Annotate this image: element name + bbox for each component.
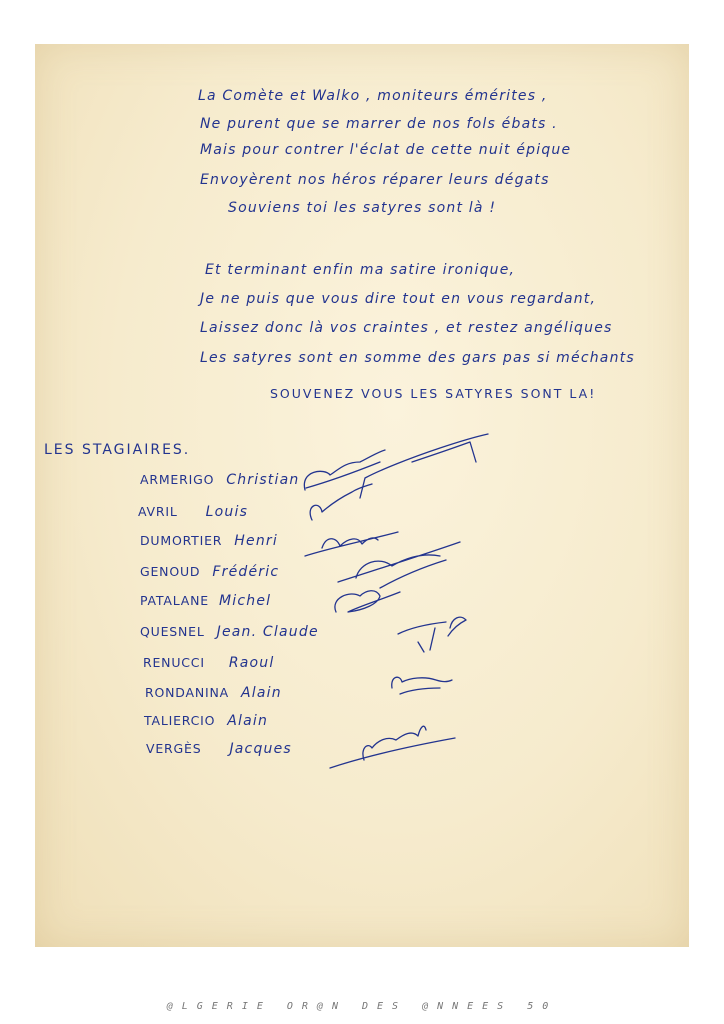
poem-line: Envoyèrent nos héros réparer leurs dégats bbox=[200, 172, 550, 188]
poem-line: Les satyres sont en somme des gars pas si méchants bbox=[200, 350, 635, 366]
trainee-last-name: DUMORTIER bbox=[140, 533, 223, 548]
trainee-first-name: Frédéric bbox=[212, 564, 280, 580]
trainee-last-name: PATALANE bbox=[140, 593, 209, 608]
poem-line: Et terminant enfin ma satire ironique, bbox=[205, 262, 516, 278]
trainee-first-name: Jean. Claude bbox=[216, 624, 319, 640]
signature-armerigo bbox=[304, 450, 385, 490]
poem-line: Mais pour contrer l'éclat de cette nuit épique bbox=[200, 142, 572, 158]
trainee-last-name: AVRIL bbox=[138, 504, 178, 519]
trainee-first-name: Christian bbox=[226, 472, 300, 488]
trainee-first-name: Henri bbox=[234, 533, 278, 549]
signature-genoud bbox=[338, 542, 460, 588]
trainee-last-name: QUESNEL bbox=[140, 624, 205, 639]
signature-dumortier bbox=[305, 532, 398, 556]
poem-refrain: Souviens toi les satyres sont là ! bbox=[228, 200, 497, 216]
trainee-first-name: Jacques bbox=[229, 741, 292, 757]
trainee-last-name: RENUCCI bbox=[143, 655, 205, 670]
poem-line: Je ne puis que vous dire tout en vous regardant, bbox=[200, 291, 597, 307]
signature-verges bbox=[330, 726, 455, 768]
trainee-last-name: GENOUD bbox=[140, 564, 201, 579]
trainee-last-name: ARMERIGO bbox=[140, 472, 215, 487]
signature-patalane bbox=[335, 591, 400, 612]
trainee-first-name: Michel bbox=[219, 593, 272, 609]
trainee-first-name: Alain bbox=[240, 685, 282, 701]
poem-line: Laissez donc là vos craintes , et restez angéliques bbox=[200, 320, 613, 336]
trainee-first-name: Raoul bbox=[228, 655, 275, 671]
poem-line: La Comète et Walko , moniteurs émérites , bbox=[198, 88, 548, 104]
footer-caption: @LGERIE OR@N DES @NNEES 50 bbox=[166, 1001, 558, 1012]
signature-rondanina bbox=[392, 677, 452, 694]
trainee-first-name: Alain bbox=[227, 713, 269, 729]
trainee-last-name: VERGÈS bbox=[146, 741, 202, 756]
signature-avril bbox=[310, 434, 488, 520]
poem-refrain-caps: SOUVENEZ VOUS LES SATYRES SONT LA! bbox=[270, 386, 597, 401]
poem-line: Ne purent que se marrer de nos fols ébats . bbox=[200, 116, 558, 132]
trainees-heading: LES STAGIAIRES. bbox=[44, 442, 191, 458]
trainee-first-name: Louis bbox=[205, 504, 249, 520]
trainee-last-name: TALIERCIO bbox=[144, 713, 216, 728]
signature-quesnel bbox=[398, 617, 466, 652]
trainee-last-name: RONDANINA bbox=[145, 685, 229, 700]
